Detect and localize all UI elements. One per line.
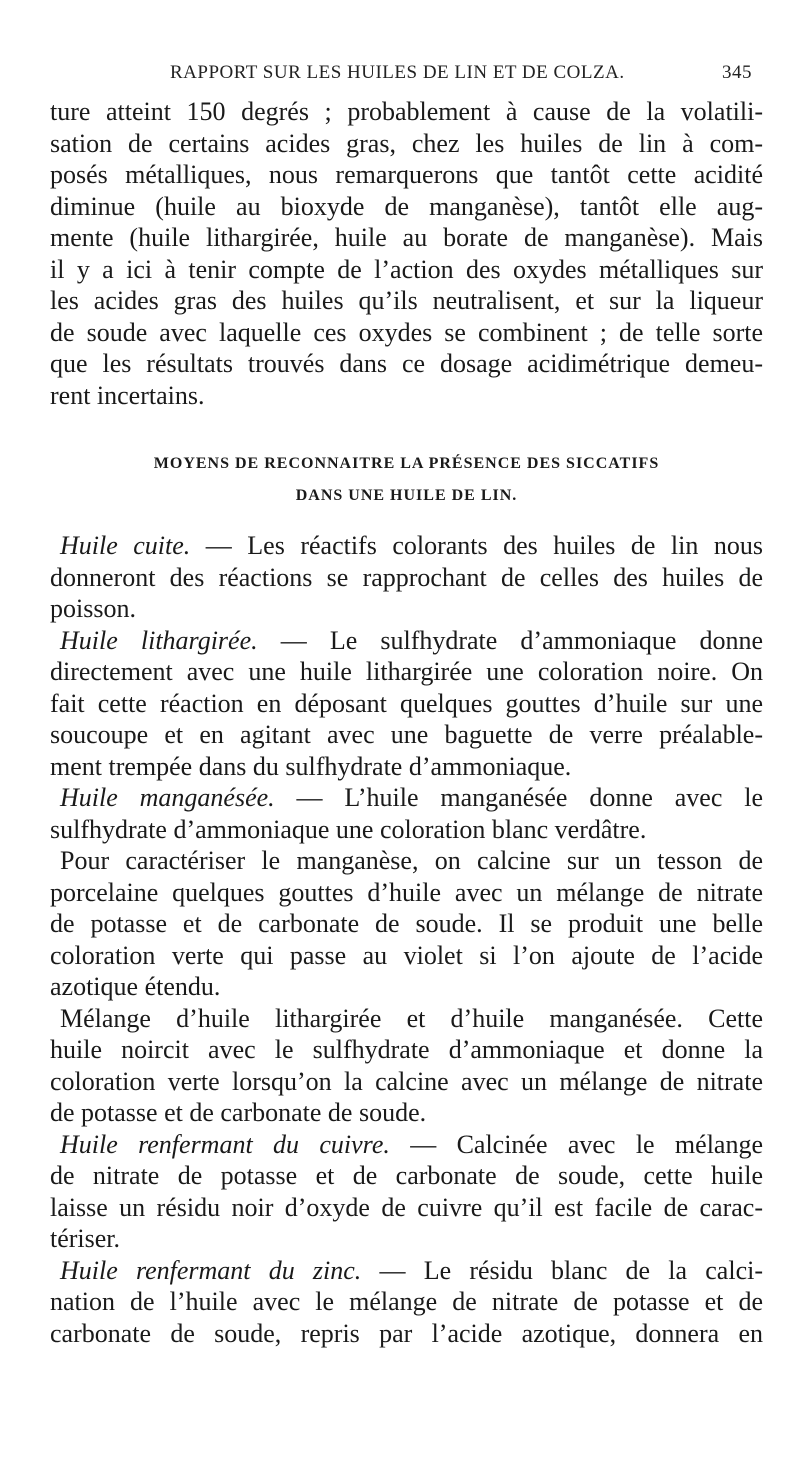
text-line: Huile renfermant du zinc. — Le résidu blanc de la calci-	[60, 1255, 763, 1285]
page-number: 345	[722, 62, 752, 83]
text-line: tériser.	[50, 1224, 121, 1253]
text-line: de potasse et de carbonate de soude. Il se produit une belle	[50, 909, 763, 938]
text-line: Huile manganésée. — L’huile manganésée donne avec le	[60, 783, 763, 812]
text-line: posés métalliques, nous remarquerons que tantôt cette acidité	[50, 160, 763, 189]
siccatif-paragraphs	[50, 530, 763, 1349]
text-line: ture atteint 150 degrés ; probablement à cause de la volatili-	[50, 97, 763, 126]
text-line: Huile renfermant du cuivre. — Calcinée avec le mélange	[60, 1129, 763, 1159]
text-line: coloration verte lorsqu’on la calcine avec un mélange de nitrate	[50, 1066, 763, 1096]
section-heading-line-1: MOYENS DE RECONNAITRE LA PRÉSENCE DES SICCATIFS	[153, 455, 660, 472]
text-line: diminue (huile au bioxyde de manganèse), tantôt elle aug-	[50, 191, 763, 221]
running-title: RAPPORT SUR LES HUILES DE LIN ET DE COLZA.	[170, 62, 625, 83]
text-line: fait cette réaction en déposant quelques gouttes d’huile sur une	[50, 688, 763, 718]
text-line: Huile cuite. — Les réactifs colorants des huiles de lin nous	[60, 531, 763, 560]
text-line: sation de certains acides gras, chez les huiles de lin à com-	[50, 128, 763, 158]
text-line: mente (huile lithargirée, huile au borate de manganèse). Mais	[50, 223, 763, 252]
text-line: Huile lithargirée. — Le sulfhydrate d’ammoniaque donne	[60, 625, 763, 655]
text-line: sulfhydrate d’ammoniaque une coloration blanc verdâtre.	[50, 814, 647, 844]
paragraph-label: Huile manganésée.	[60, 783, 275, 812]
text-line: directement avec une huile lithargirée une coloration noire. On	[50, 657, 763, 686]
running-header	[170, 62, 752, 84]
text-line: que les résultats trouvés dans ce dosage acidimétrique demeu-	[50, 349, 763, 378]
text-line: il y a ici à tenir compte de l’action des oxydes métalliques sur	[50, 254, 763, 284]
text-line: les acides gras des huiles qu’ils neutralisent, et sur la liqueur	[50, 286, 763, 315]
text-line: poisson.	[50, 594, 136, 623]
text-line: rent incertains.	[50, 380, 205, 410]
text-line: de potasse et de carbonate de soude.	[50, 1098, 427, 1127]
paragraph-label: Huile renfermant du cuivre.	[60, 1129, 390, 1159]
text-line: nation de l’huile avec le mélange de nitrate de potasse et de	[50, 1287, 763, 1316]
paragraph-acidity	[50, 96, 763, 411]
text-line: porcelaine quelques gouttes d’huile avec un mélange de nitrate	[50, 877, 763, 907]
text-line: carbonate de soude, repris par l’acide azotique, donnera en	[50, 1318, 763, 1348]
text-line: coloration verte qui passe au violet si l’on ajoute de l’acide	[50, 940, 763, 970]
text-line: de nitrate de potasse et de carbonate de soude, cette huile	[50, 1161, 763, 1190]
text-line: donneront des réactions se rapprochant de celles des huiles de	[50, 562, 763, 592]
section-heading-line-2: DANS UNE HUILE DE LIN.	[295, 487, 518, 504]
text-line: huile noircit avec le sulfhydrate d’ammoniaque et donne la	[50, 1035, 763, 1064]
text-line: azotique étendu.	[50, 972, 221, 1001]
text-line: ment trempée dans du sulfhydrate d’ammoniaque.	[50, 751, 572, 781]
text-line: Mélange d’huile lithargirée et d’huile manganésée. Cette	[60, 1003, 763, 1033]
text-line: Pour caractériser le manganèse, on calcine sur un tesson de	[60, 846, 763, 875]
text-line: de soude avec laquelle ces oxydes se combinent ; de telle sorte	[50, 317, 763, 347]
text-line: laisse un résidu noir d’oxyde de cuivre qu’il est facile de carac-	[50, 1192, 763, 1222]
text-line: soucoupe et en agitant avec une baguette de verre préalable-	[50, 720, 763, 749]
paragraph-label: Huile renfermant du zinc.	[60, 1255, 362, 1285]
paragraph-label: Huile lithargirée.	[60, 625, 258, 655]
paragraph-label: Huile cuite.	[60, 531, 191, 560]
